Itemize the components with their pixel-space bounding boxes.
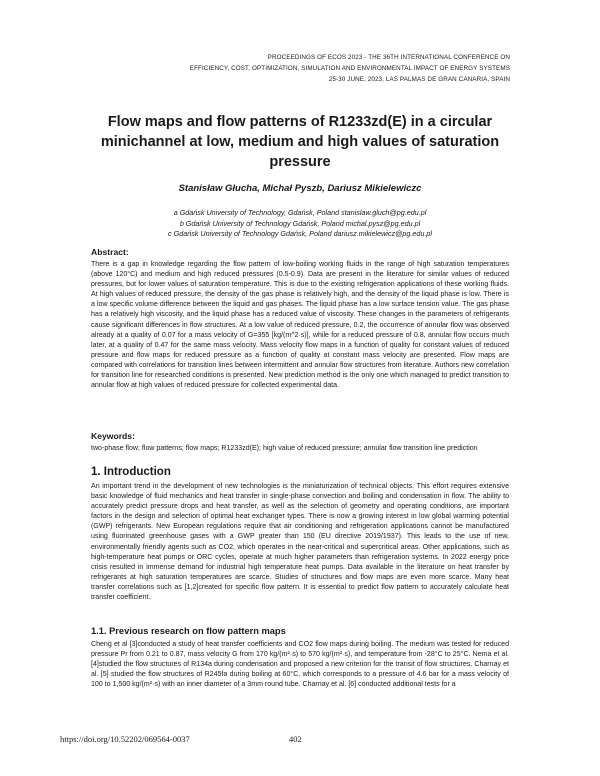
keywords-text: two-phase flow; flow patterns; flow maps; R1233zd(E); high value of reduced pressure; annular flow transition line prediction [91,445,478,452]
page-number: 402 [289,734,302,744]
section-1-heading: 1. Introduction [91,466,171,478]
doi-link[interactable]: https://doi.org/10.52202/069564-0037 [60,734,190,744]
section-1-1-text: Cheng et al [3]conducted a study of heat transfer coefficients and CO2 flow maps during boiling. The medium was tested for reduced pressure Pr from 0.21 to 0.87, mass velocity G from 170 kg/(m²·s) to 570 kg/(m²·s), and temperature from -28°C to 25°C. Nema et al. [4]studied the flow structures of R134a during condensation and proposed a new criterion for the transit of flow structures. Charnay et al. [5] studied the flow structures of R245fa during boiling at 60°C, which corresponds to a pressure of 4.6 bar for a mass velocity of 100 to 1,500 kg/(m²·s) with an inner diameter of a 3mm round tube. Charnay et al. [6] conducted additional tests for a [91,641,509,689]
header-line-2: EFFICIENCY, COST, OPTIMIZATION, SIMULATION AND ENVIRONMENTAL IMPACT OF ENERGY SYSTEMS [189,65,510,72]
affiliation-b: b Gdańsk University of Technology Gdańsk, Poland michal.pysz@pg.edu.pl [179,218,421,228]
keywords-heading: Keywords: [91,431,135,441]
abstract-heading: Abstract: [91,247,129,257]
header-line-1: PROCEEDINGS OF ECOS 2023 - THE 36TH INTERNATIONAL CONFERENCE ON [267,54,510,61]
abstract-text: There is a gap in knowledge regarding the flow pattern of low-boiling working fluids in the range of high saturation temperatures (above 120°C) and medium and high reduced pressures (0.5-0.9). Data are present in the literature for similar values of reduced pressures, but for lower values of saturation temperature. This is due to the existing refrigeration applications of these working fluids. At high values of reduced pressure, the density of the gas phase is relatively high, and the density of the liquid phase is low. There is a low specific volume difference between the liquid and gas phases. The liquid phase has a low surface tension value. The gas phase has a relatively high viscosity, and the liquid phase has a reduced value of viscosity. These changes in the parameters of refrigerants cause significant differences in flow structures. At a low value of reduced pressure, 0.2, the occurrence of annular flow was observed already at a quality of 0.07 for a mass velocity of G=355 [kg/(m^2·s)], while for a reduced pressure of 0.8, annular flow occurs much later, at a quality of 0.47 for the same mass velocity. Mass velocity flow maps in a function of quality for constant values of reduced pressure and flow maps for reduced pressure as a function of quality at constant mass velocity are presented. Flow maps are compared with correlations for transition lines between intermittent and annular flow structures from literature. Authors new correlation for transition line for researched conditions is presented. New prediction method is the only one which managed to predict transition to annular flow at high values of reduced pressure for collected experimental data. [91,261,509,390]
paper-title: Flow maps and flow patterns of R1233zd(E) in a circular minichannel at low, medium and high values of saturation pressure [100,114,500,170]
affiliation-a: a Gdańsk University of Technology, Gdańsk, Poland stanislaw.gluch@pg.edu.pl [173,208,427,217]
affiliation-c: c Gdańsk University of Technology Gdańsk, Poland dariusz.mikielewicz@pg.edu.pl [168,229,432,238]
header-line-3: 25-30 JUNE, 2023, LAS PALMAS DE GRAN CANARIA, SPAIN [328,76,510,83]
conference-header [90,52,510,85]
section-1-1-heading: 1.1. Previous research on flow pattern maps [91,626,286,636]
section-1-text: An important trend in the development of new technologies is the miniaturization of technical objects. This effort requires extensive basic knowledge of fluid mechanics and heat transfer in single-phase convection and boiling and condensation in flow. The ability to accurately predict pressure drops and heat transfer, as well as the selection of geometry and operating conditions, are important factors in the design and selection of optimal heat exchanger types. There is now a growing interest in low global warming potential (GWP) refrigerants. New European regulations require that air conditioning and refrigeration applications cannot be manufactured using fluorinated greenhouse gases with a GWP greater than 150 (EU directive 2019/1937). This leads to the use of new, environmentally friendly agents such as CO2, which operates in the near-critical and supercritical areas. Other applications, such as high-temperature heat pumps or ORC cycles, operate at much higher parameters than refrigeration systems. In 2022 energy price crisis resulted in immense demand for industrial high temperature heat pumps. Data available in the literature on heat transfer by refrigerants at high saturation temperatures are scarce. Studies of structures and flow maps are even more scarce. Many heat transfer correlations such as [1,2]created for specific flow pattern. It is essential to predict flow pattern to accurately calculate heat transfer coefficient. [91,483,509,602]
affiliations [90,208,510,240]
author-list: Stanisław Głucha, Michał Pyszb, Dariusz Mikielewiczc [178,183,422,194]
